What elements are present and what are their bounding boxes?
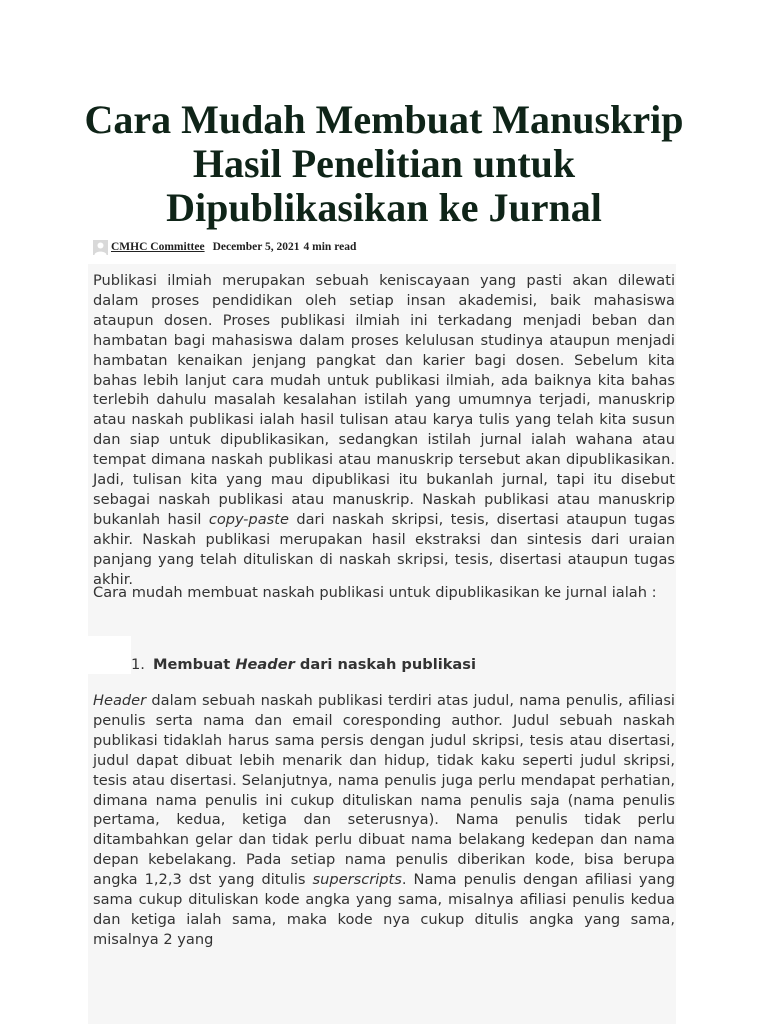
- publish-date: December 5, 2021: [212, 241, 300, 253]
- article-byline: [93, 238, 356, 256]
- read-time: 4 min read: [303, 241, 357, 253]
- list-intro-paragraph: Cara mudah membuat naskah publikasi untuk dipublikasikan ke jurnal ialah :: [93, 584, 657, 601]
- list-number: 1.: [131, 656, 145, 673]
- intro-paragraph: Publikasi ilmiah merupakan sebuah keniscayaan yang pasti akan dilewati dalam proses pendidikan oleh setiap insan akademisi, baik mahasiswa ataupun dosen. Proses publikasi ilmiah ini terkadang menjadi beban dan hambatan bagi mahasiswa dalam proses kelulusan studinya ataupun menjadi hambatan kenaikan jenjang pangkat dan karier bagi dosen. Sebelum kita bahas lebih lanjut cara mudah untuk publikasi ilmiah, ada baiknya kita bahas terlebih dahulu masalah kesalahan istilah yang umumnya terjadi, manuskrip atau naskah publikasi ialah hasil tulisan atau karya tulis yang telah kita susun dan siap untuk dipublikasikan, sedangkan istilah jurnal ialah wahana atau tempat dimana naskah publikasi atau manuskrip tersebut akan dipublikasikan. Jadi, tulisan kita yang mau dipublikasi itu bukanlah jurnal, tapi itu disebut sebagai naskah publikasi atau manuskrip. Naskah publikasi atau manuskrip bukanlah hasil copy-paste dari naskah skripsi, tesis, disertasi ataupun tugas akhir. Naskah publikasi merupakan hasil ekstraksi dan sintesis dari uraian panjang yang telah dituliskan di naskah skripsi, tesis, disertasi ataupun tugas akhir.: [93, 272, 675, 588]
- emphasis-copy-paste: copy-paste: [208, 510, 289, 528]
- list-indent-gap: [88, 636, 131, 674]
- user-avatar-icon[interactable]: [93, 240, 108, 255]
- header-paragraph: Header dalam sebuah naskah publikasi terdiri atas judul, nama penulis, afiliasi penulis serta nama dan email coresponding author. Judul sebuah naskah publikasi tidaklah harus sama persis dengan judul skripsi, tesis atau disertasi, judul dapat dibuat lebih menarik dan hidup, tidak kaku seperti judul skripsi, tesis atau disertasi. Selanjutnya, nama penulis juga perlu mendapat perhatian, dimana nama penulis ini cukup dituliskan nama penulis saja (nama penulis pertama, kedua, ketiga dan seterusnya). Nama penulis tidak perlu ditambahkan gelar dan tidak perlu dibuat nama belakang kedepan dan nama depan kebelakang. Pada setiap nama penulis diberikan kode, bisa berupa angka 1,2,3 dst yang ditulis superscripts. Nama penulis dengan afiliasi yang sama cukup dituliskan kode angka yang sama, misalnya afiliasi penulis kedua dan ketiga ialah sama, maka kode nya cukup ditulis angka yang sama, misalnya 2 yang: [93, 692, 675, 948]
- author-link[interactable]: CMHC Committee: [111, 241, 205, 253]
- section-heading-header: 1. Membuat Header dari naskah publikasi: [131, 656, 476, 673]
- article-title: Cara Mudah Membuat Manuskrip Hasil Penelitian untuk Dipublikasikan ke Jurnal: [84, 97, 684, 230]
